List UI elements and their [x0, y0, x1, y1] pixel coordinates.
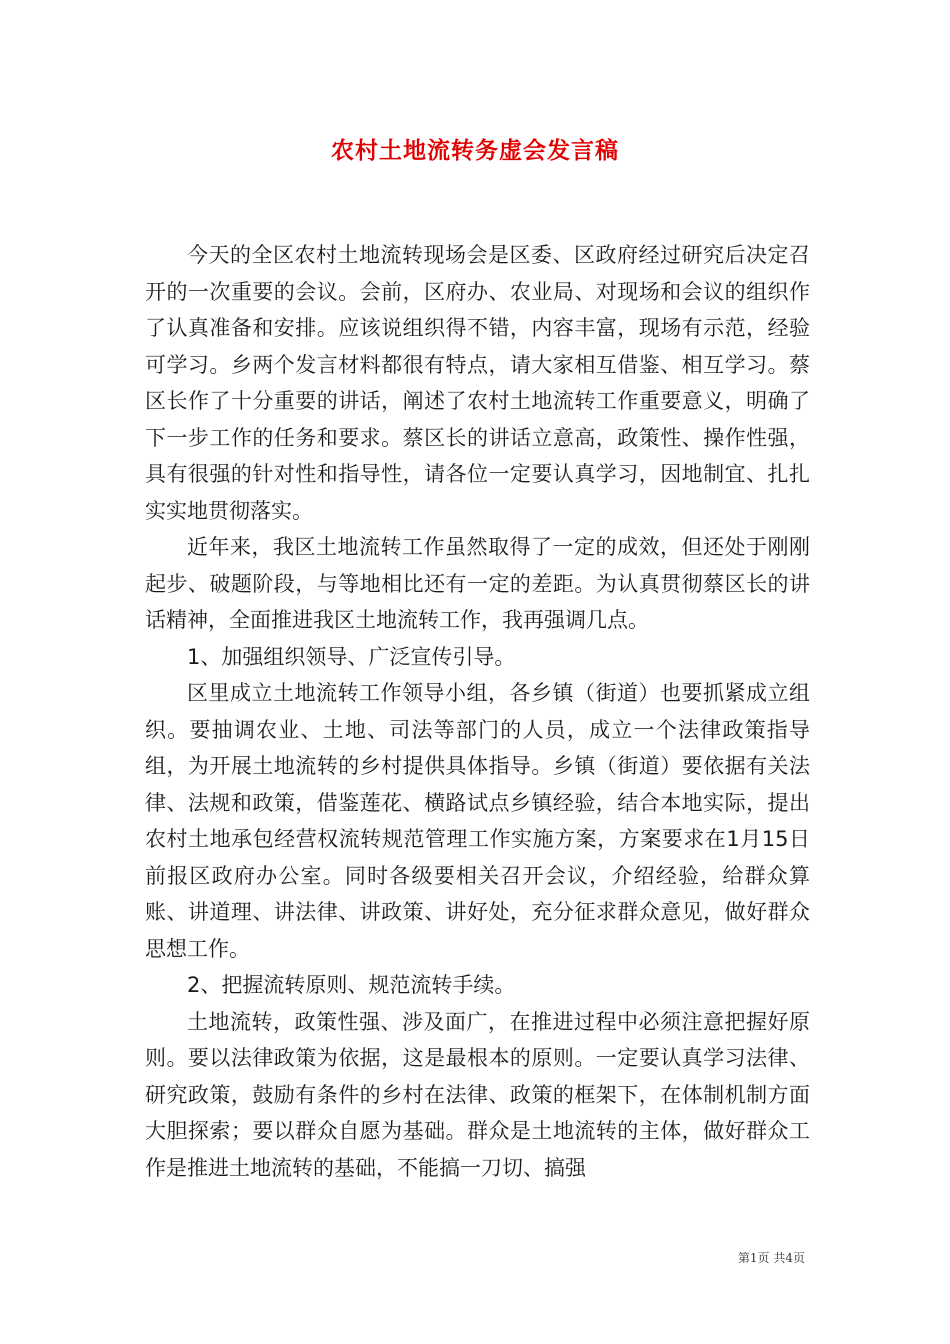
section-heading: 2、把握流转原则、规范流转手续。: [187, 973, 516, 997]
paragraph: 区里成立土地流转工作领导小组，各乡镇（街道）也要抓紧成立组织。要抽调农业、土地、司法等部门的人员，成立一个法律政策指导组，为开展土地流转的乡村提供具体指导。乡镇（街道）要依据有关法律、法规和政策，借鉴莲花、横路试点乡镇经验，结合本地实际，提出农村土地承包经营权流转规范管理工作实施方案，方案要求在1月15日前报区政府办公室。同时各级要相关召开会议，介绍经验，给群众算账、讲道理、讲法律、讲政策、讲好处，充分征求群众意见，做好群众思想工作。: [145, 681, 810, 961]
paragraph: 近年来，我区土地流转工作虽然取得了一定的成效，但还处于刚刚起步、破题阶段，与等地相比还有一定的差距。为认真贯彻蔡区长的讲话精神，全面推进我区土地流转工作，我再强调几点。: [145, 535, 810, 632]
paragraph: 今天的全区农村土地流转现场会是区委、区政府经过研究后决定召开的一次重要的会议。会前，区府办、农业局、对现场和会议的组织作了认真准备和安排。应该说组织得不错，内容丰富，现场有示范，经验可学习。乡两个发言材料都很有特点，请大家相互借鉴、相互学习。蔡区长作了十分重要的讲话，阐述了农村土地流转工作重要意义，明确了下一步工作的任务和要求。蔡区长的讲话立意高，政策性、操作性强，具有很强的针对性和指导性，请各位一定要认真学习，因地制宜、扎扎实实地贯彻落实。: [145, 243, 810, 523]
document-title: 农村土地流转务虚会发言稿: [331, 137, 619, 164]
document-body: [145, 237, 810, 1186]
section-heading: 1、加强组织领导、广泛宣传引导。: [187, 644, 516, 669]
paragraph: 土地流转，政策性强、涉及面广，在推进过程中必须注意把握好原则。要以法律政策为依据，这是最根本的原则。一定要认真学习法律、研究政策，鼓励有条件的乡村在法律、政策的框架下，在体制机制方面大胆探索；要以群众自愿为基础。群众是土地流转的主体，做好群众工作是推进土地流转的基础，不能搞一刀切、搞强: [145, 1009, 810, 1180]
page-number: 第1页 共4页: [737, 1251, 805, 1265]
